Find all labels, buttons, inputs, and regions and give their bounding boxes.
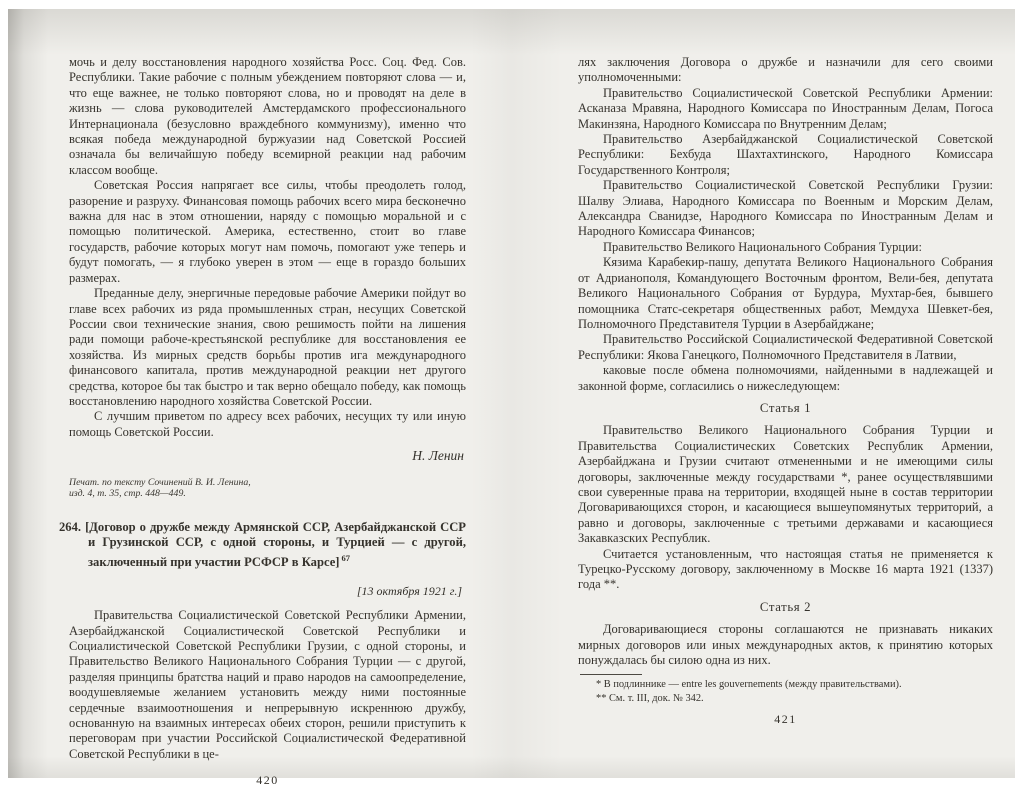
footnote: * В подлиннике — entre les gouvernements (между правительствами).	[596, 679, 902, 691]
body-paragraph: Договаривающиеся стороны соглашаются не признавать никаких мирных договоров или иных международных актов, к принятию которых понуждалась бы силою одна из них.	[578, 622, 993, 668]
body-paragraph: Кязима Карабекир-пашу, депутата Великого Национального Собрания от Адрианополя, Командующего Восточным фронтом, Вели-бея, депутата Великого Национального Собрания от Бурдура, Мухтар-бея, бывшего помощника Статс-секретаря общественных работ, Мемдуха Шевкет-бея, Полномочного Представителя Турции в Азербайджане;	[578, 255, 993, 331]
document-heading	[59, 520, 466, 571]
signature: Н. Ленин	[412, 448, 464, 464]
page-right	[578, 55, 993, 727]
source-note-line: изд. 4, т. 35, стр. 448—449.	[69, 488, 186, 500]
body-paragraph: Правительства Социалистической Советской Республики Армении, Азербайджанской Социалистической Советской Республики и Социалистической Советской Республики Грузии, с одной стороны, и Правительство Великого Национального Собрания Турции — с другой, разделяя принципы братства наций и право народов на самоопределение, воодушевляемые желанием установить между ними постоянные сердечные взаимоотношения и непрерывную искреннюю дружбу, основанную на взаимных интересах обеих сторон, решили приступить к переговорам при участии Российской Социалистической Федеративной Советской Республики в це-	[69, 608, 466, 761]
document-number: 264.	[59, 519, 82, 534]
body-paragraph: Считается установленным, что настоящая статья не применяется к Турецко-Русскому договору, заключенному в Москве 16 марта 1921 (1337) года **.	[578, 546, 993, 592]
body-paragraph: мочь и делу восстановления народного хозяйства Росс. Соц. Фед. Сов. Республики. Такие рабочие с полным убеждением повторяют слова — и, что еще важнее, не только повторяют слова, но и проводят на деле в жизнь — слова руководителей Амстердамского профессионального Интернационала (безусловно враждебного коммунизму), именно что всякая победа международной буржуазии над Советской Россией означала бы величайшую победу всемирной реакции над рабочим классом вообще.	[69, 55, 466, 177]
body-paragraph: Правительство Великого Национального Собрания Турции:	[603, 239, 922, 254]
body-paragraph: Преданные делу, энергичные передовые рабочие Америки пойдут во главе всех рабочих из ряда промышленных стран, несущих Советской России свои технические знания, свою решимость пойти на лишения ради помощи рабоче-крестьянской республике для восстановления ее хозяйства. Из мирных средств борьбы против ига международного финансового капитала, против международной реакции нет другого средства, которое бы так быстро и так верно обещало победу, как помощь восстановлению народного хозяйства Советской России.	[69, 286, 466, 408]
body-paragraph: Советская Россия напрягает все силы, чтобы преодолеть голод, разорение и разруху. Финансовая помощь рабочих всего мира бесконечно важна для нас в этом отношении, наряду с помощью моральной и с помощью политической. Америка, естественно, стоит во главе государств, рабочие которых могут нам помочь, помогают уже теперь и будут помогать, — я глубоко уверен в этом — еще в гораздо больших размерах.	[69, 178, 466, 285]
body-paragraph: Правительство Социалистической Советской Республики Грузии: Шалву Элиава, Народного Комиссара по Военным и Морским Делам, Александра Сванидзе, Народного Комиссара по Иностранным Делам и Народного Комиссара Финансов;	[578, 178, 993, 239]
body-paragraph: Правительство Великого Национального Собрания Турции и Правительства Социалистических Советских Республик Армении, Азербайджана и Грузии считают отмененными и не имеющими силы договоры, заключенные между государствами *, ранее осуществлявшими свои суверенные права на территории, входящей ныне в состав территории Договаривающихся сторон, и касающиеся вышеупомянутых территорий, а равно и договоры, заключенные с третьими державами и касающиеся Закавказских Республик.	[578, 423, 993, 546]
article-heading: Статья 1	[759, 400, 812, 415]
page-number: 420	[256, 773, 279, 788]
footnote-separator	[580, 674, 642, 675]
footnote-block	[578, 674, 993, 704]
page-number: 421	[774, 711, 797, 726]
article-heading: Статья 2	[759, 599, 812, 614]
document-date: [13 октября 1921 г.]	[356, 583, 462, 598]
source-note	[69, 477, 466, 500]
footnote-reference: 67	[341, 552, 350, 563]
source-note-line: Печат. по тексту Сочинений В. И. Ленина,	[69, 476, 251, 488]
book-scan	[8, 9, 1015, 788]
body-paragraph: Правительство Социалистической Советской Республики Армении: Асканаза Мравяна, Народного Комиссара по Иностранным Делам, Погоса Макинзяна, Народного Комиссара по Внутренним Делам;	[578, 85, 993, 131]
body-paragraph: Правительство Азербайджанской Социалистической Советской Республики: Бехбуда Шахтахтинского, Народного Комиссара Государственного Контроля;	[578, 132, 993, 177]
body-paragraph: лях заключения Договора о дружбе и назначили для сего своими уполномоченными:	[578, 55, 993, 85]
page-left	[59, 55, 466, 789]
body-paragraph: каковые после обмена полномочиями, найденными в надлежащей и законной форме, согласились о нижеследующем:	[578, 363, 993, 393]
body-paragraph: Правительство Российской Социалистической Федеративной Советской Республики: Якова Ганецкого, Полномочного Представителя в Латвии,	[578, 332, 993, 362]
body-paragraph: С лучшим приветом по адресу всех рабочих, несущих ту или иную помощь Советской России.	[69, 409, 466, 439]
document-title: [Договор о дружбе между Армянской ССР, Азербайджанской ССР и Грузинской ССР, с одной стороны, и Турцией — с другой, заключенный при участии РСФСР в Карсе]	[85, 519, 466, 570]
footnote: ** См. т. III, док. № 342.	[596, 692, 704, 704]
